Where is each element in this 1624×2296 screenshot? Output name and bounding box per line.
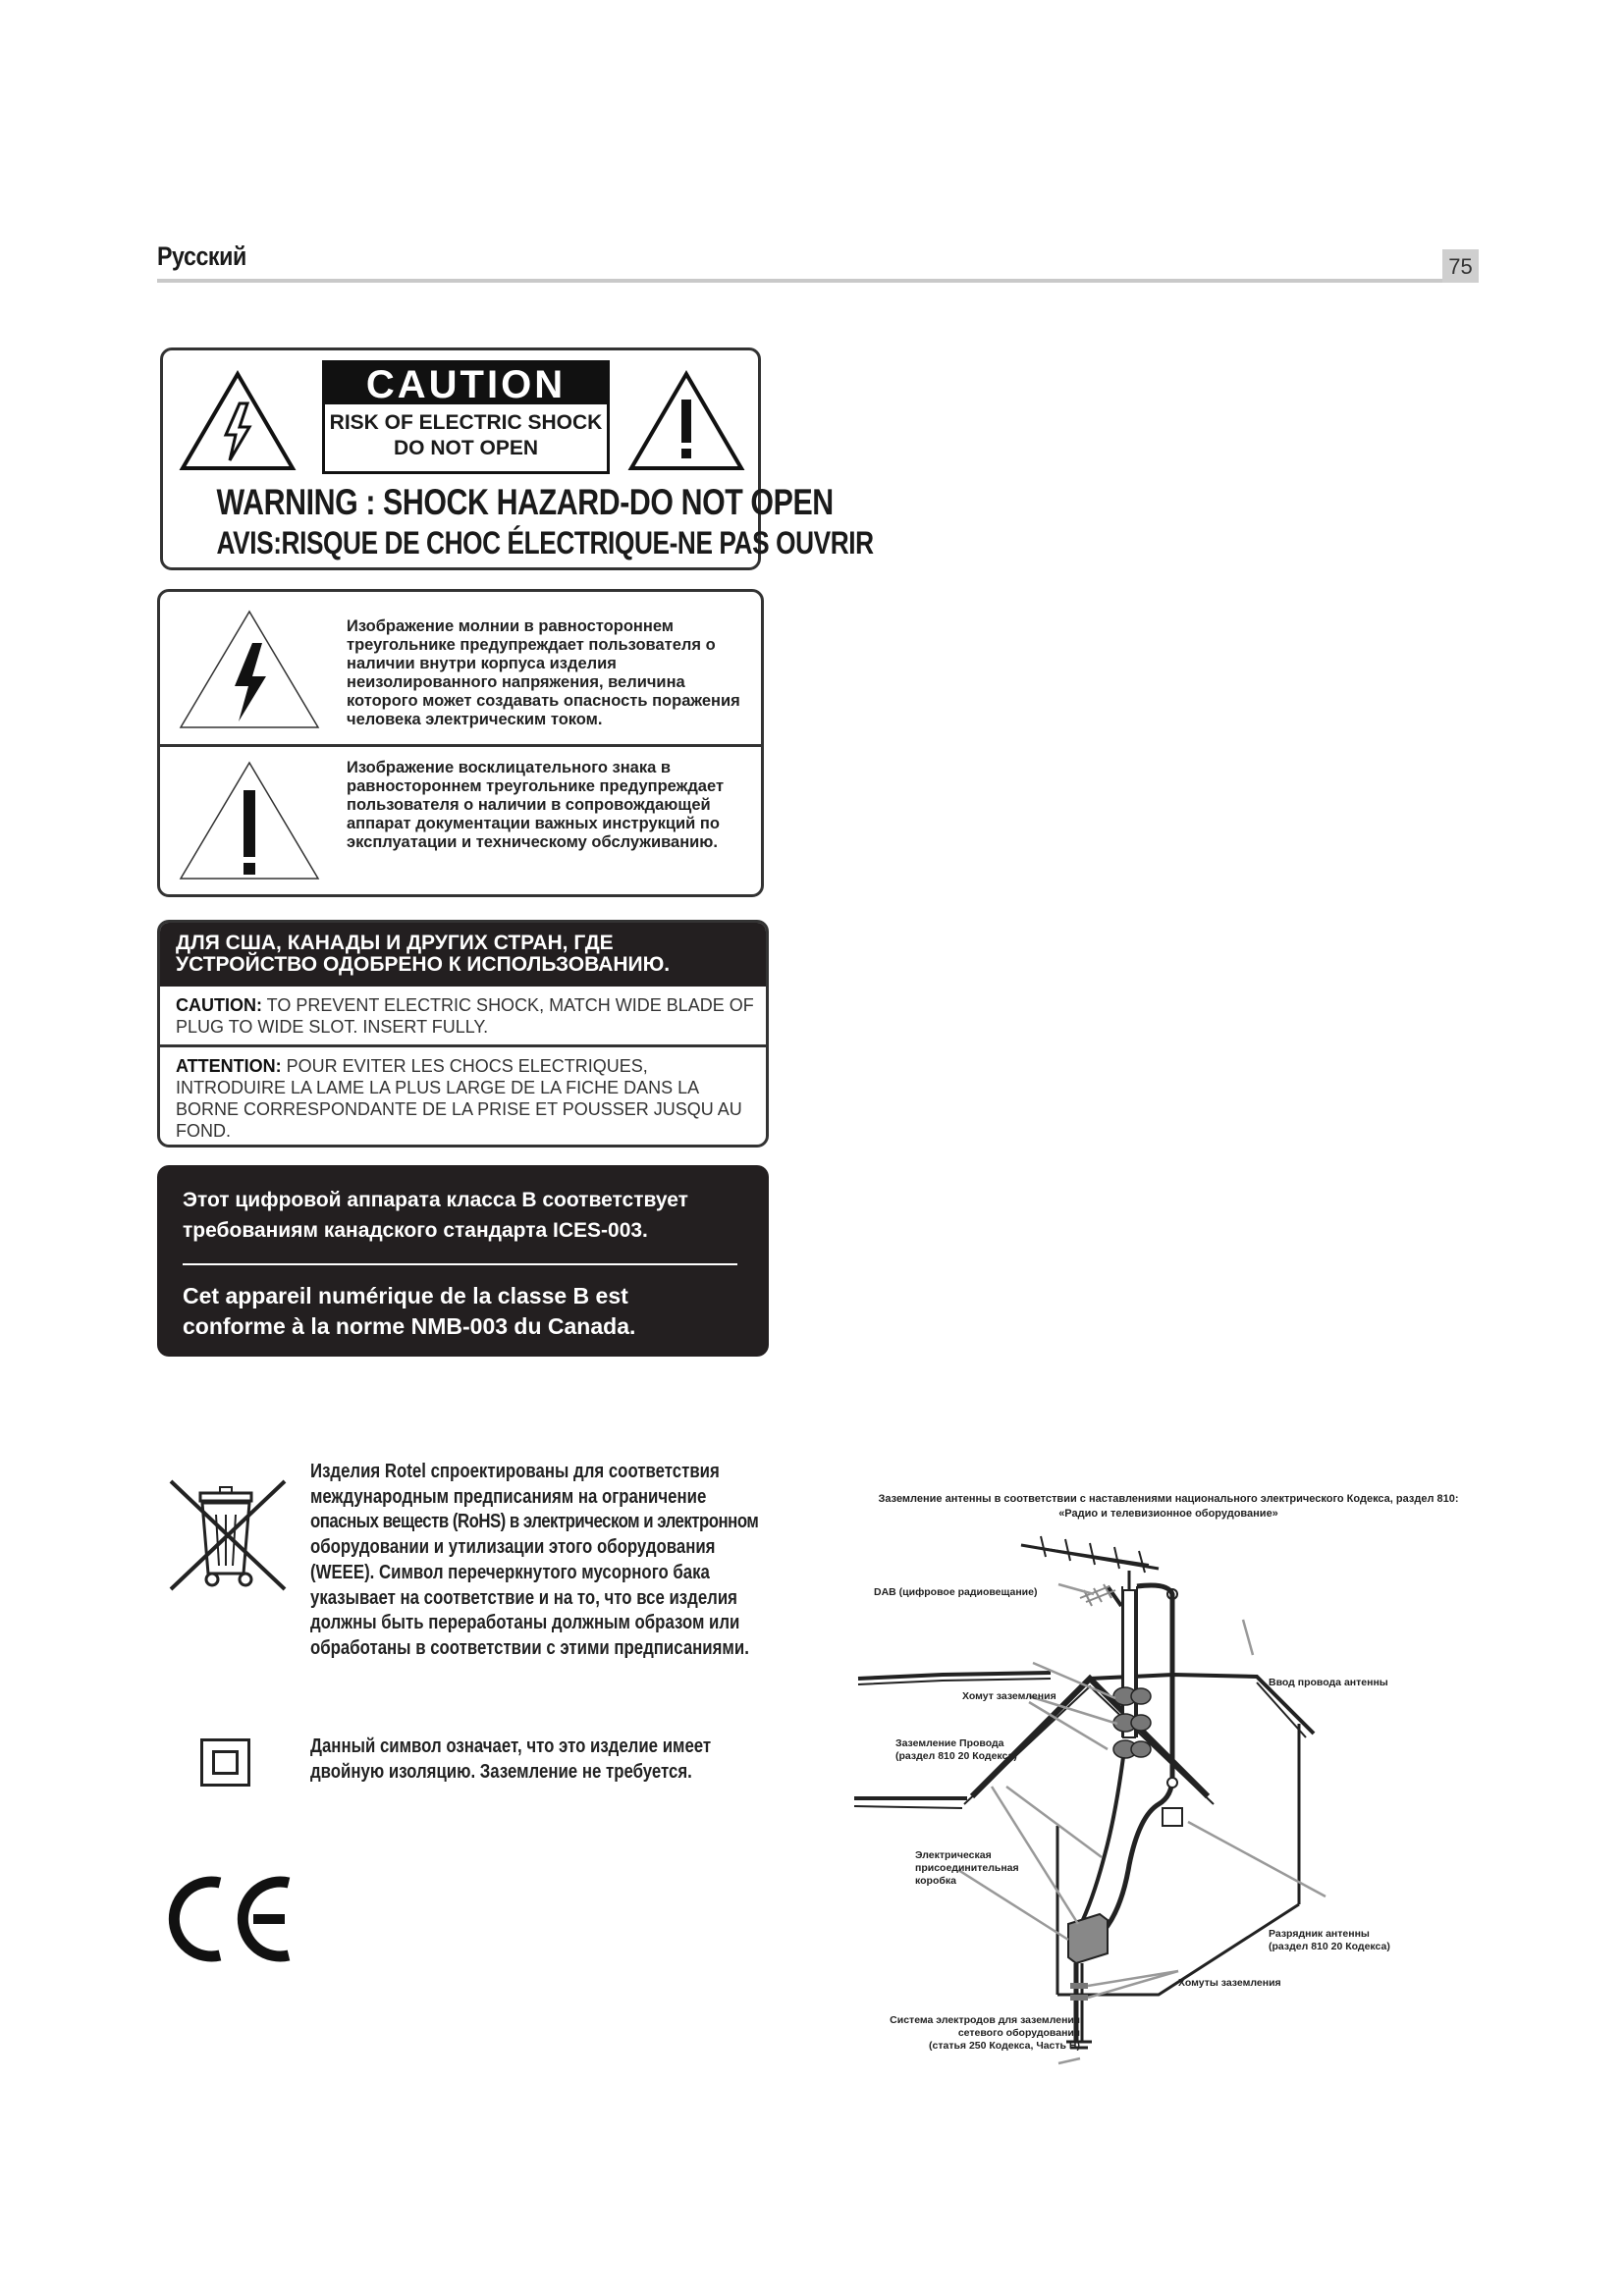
plug-header-line2: УСТРОЙСТВО ОДОБРЕНО К ИСПОЛЬЗОВАНИЮ.: [176, 953, 671, 976]
ices-ru-line1: Этот цифровой аппарата класса B соответствует: [183, 1189, 688, 1211]
plug-box-header: [160, 923, 766, 987]
antenna-grounding-illustration: [844, 1492, 1492, 2081]
plug-attention-label: ATTENTION:: [176, 1056, 282, 1076]
label-dab: DAB (цифровое радиовещание): [874, 1586, 1038, 1598]
symbols-divider: [160, 744, 761, 747]
caution-sub-line2: DO NOT OPEN: [393, 437, 538, 459]
page-number: 75: [1442, 249, 1479, 283]
weee-line: Изделия Rotel спроектированы для соответствия: [310, 1461, 720, 1482]
warning-english: WARNING : SHOCK HAZARD-DO NOT OPEN: [216, 482, 834, 522]
label-ground-wire-line1: Заземление Провода: [895, 1737, 1004, 1749]
label-ground-clamp: Хомут заземления: [962, 1690, 1056, 1702]
label-antenna-lead: Ввод провода антенны: [1269, 1677, 1388, 1688]
label-ground-wire-line2: (раздел 810 20 Кодекса): [895, 1750, 1017, 1762]
label-junction-line1: Электрическая: [915, 1849, 992, 1861]
ices-ru-line2: требованиям канадского стандарта ICES-003.: [183, 1219, 648, 1242]
lightning-warning-icon: [179, 370, 297, 472]
lightning-triangle-icon: [176, 606, 323, 733]
double-insulation-line2: двойную изоляцию. Заземление не требуется.: [310, 1760, 692, 1783]
weee-line: должны быть переработаны должным образом или: [310, 1612, 740, 1634]
diagram-title-line1: Заземление антенны в соответствии с наставлениями национального электрического Кодекса, раздел 810:: [878, 1493, 1459, 1505]
plug-caution-label: CAUTION:: [176, 995, 262, 1015]
label-electrode-line2: сетевого оборудования: [957, 2027, 1080, 2039]
weee-rohs-text: [310, 1460, 782, 1662]
ices-compliance-box: [157, 1165, 769, 1357]
label-electrode-line3: (статья 250 Кодекса, Часть H): [929, 2040, 1080, 2052]
weee-line: международным предписаниям на ограничение: [310, 1485, 707, 1508]
plug-attention-section: [160, 1047, 766, 1142]
caution-title-block: [322, 360, 610, 474]
plug-caution-box: [157, 920, 769, 1148]
label-discharge-line1: Разрядник антенны: [1269, 1928, 1370, 1940]
double-insulation-line1: Данный символ означает, что это изделие имеет: [310, 1735, 712, 1757]
warning-french: AVIS:RISQUE DE CHOC ÉLECTRIQUE-NE PAS OUVRIR: [216, 525, 874, 561]
plug-caution-text: TO PREVENT ELECTRIC SHOCK, MATCH WIDE BLADE OF PLUG TO WIDE SLOT. INSERT FULLY.: [176, 995, 754, 1037]
diagram-title-line2: «Радио и телевизионное оборудование»: [1058, 1508, 1278, 1520]
weee-line: оборудовании и утилизации этого оборудования: [310, 1536, 716, 1559]
label-junction-box: [915, 1849, 1019, 1888]
label-electrode-system: [852, 2014, 1080, 2053]
page-language-header: Русский: [157, 241, 246, 271]
weee-line: (WEEE). Символ перечеркнутого мусорного бака: [310, 1561, 710, 1583]
double-insulation-icon: [200, 1738, 250, 1787]
antenna-grounding-diagram: [844, 1492, 1492, 2081]
plug-attention-text: POUR EVITER LES CHOCS ELECTRIQUES, INTRODUIRE LA LAME LA PLUS LARGE DE LA FICHE DANS LA BORNE CORRESPONDANTE DE LA PRISE ET POUSSER JUSQU AU FOND.: [176, 1056, 742, 1141]
label-discharge-unit: [1269, 1928, 1390, 1953]
ce-mark-text: CE: [163, 1873, 165, 1874]
exclamation-warning-icon: [627, 370, 745, 472]
label-junction-line2: присоединительная: [915, 1862, 1019, 1874]
ices-french-text: [183, 1281, 635, 1342]
plug-caution-section: [160, 987, 766, 1047]
weee-line: обработаны в соответствии с этими предписаниями.: [310, 1636, 749, 1659]
ices-fr-line2: conforme à la norme NMB-003 du Canada.: [183, 1313, 636, 1339]
weee-line: указывает на соответствие и на то, что все изделия: [310, 1586, 737, 1609]
ce-mark-icon: [163, 1873, 295, 1965]
exclamation-triangle-icon: [176, 757, 323, 884]
lightning-symbol-description: Изображение молнии в равностороннем треугольнике предупреждает пользователя о наличии внутри корпуса изделия неизолированного напряжения, величина которого может создавать опасность поражения человека электрическим током.: [347, 617, 740, 728]
header-divider: [157, 279, 1479, 283]
ices-divider: [183, 1263, 737, 1265]
caution-title: CAUTION: [325, 363, 607, 404]
label-electrode-line1: Система электродов для заземления: [890, 2014, 1080, 2026]
label-junction-line3: коробка: [915, 1875, 956, 1887]
symbols-explanation-box: [157, 589, 764, 897]
weee-line: опасных веществ (RoHS) в электрическом и электронном: [310, 1511, 759, 1533]
caution-sub-line1: RISK OF ELECTRIC SHOCK: [329, 411, 603, 434]
exclamation-symbol-description: Изображение восклицательного знака в равностороннем треугольнике предупреждает пользователя о наличии в сопровождающей аппарат документации важных инструкций по эксплуатации и техническому обслуживанию.: [347, 759, 725, 851]
ices-russian-text: [183, 1185, 688, 1246]
caution-label-box: [160, 347, 874, 570]
double-insulation-text: [310, 1735, 782, 1785]
double-insulation-inner-square: [212, 1750, 239, 1775]
crossed-bin-icon: [165, 1475, 291, 1595]
label-ground-clamps: Хомуты заземления: [1178, 1977, 1281, 1989]
plug-header-line1: ДЛЯ США, КАНАДЫ И ДРУГИХ СТРАН, ГДЕ: [176, 932, 614, 954]
label-discharge-line2: (раздел 810 20 Кодекса): [1269, 1941, 1390, 1952]
ices-fr-line1: Cet appareil numérique de la classe B est: [183, 1283, 628, 1308]
diagram-title: [844, 1492, 1492, 1522]
label-ground-wire: [895, 1737, 1017, 1763]
caution-subtitle: [325, 404, 607, 461]
